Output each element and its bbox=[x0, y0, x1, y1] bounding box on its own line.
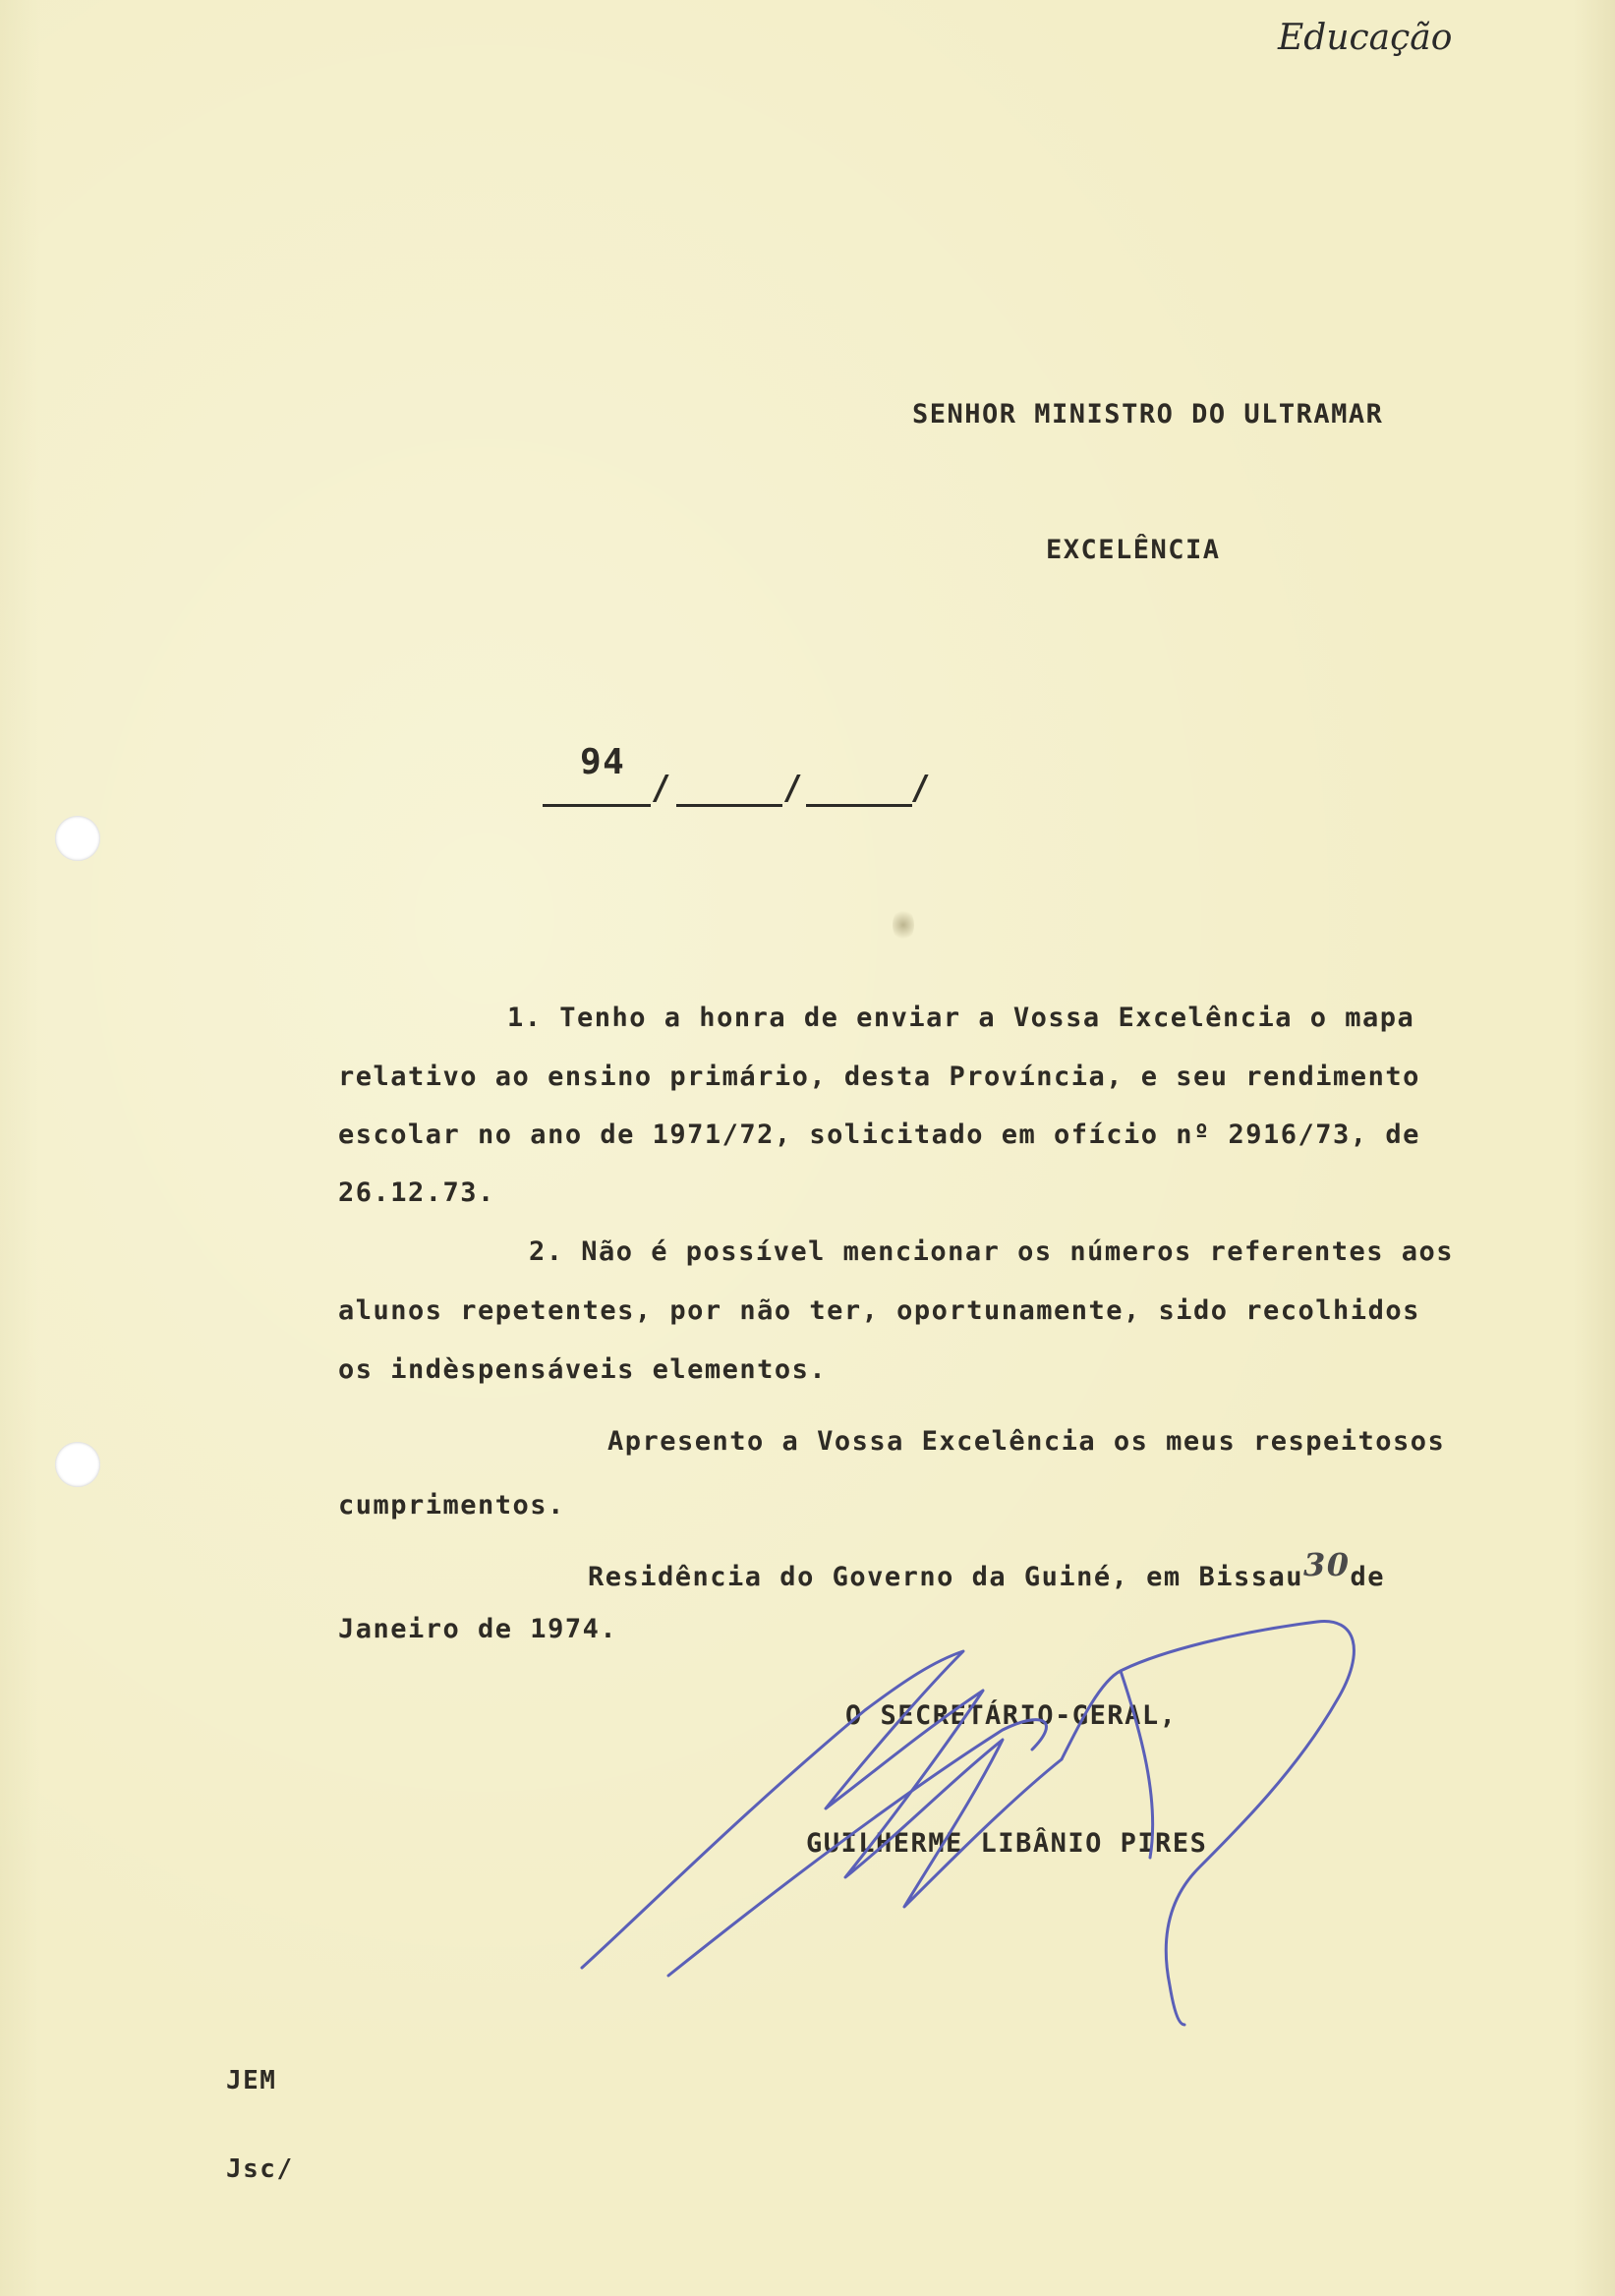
ink-spot bbox=[893, 908, 914, 942]
paragraph-2-line-2: alunos repetentes, por não ter, oportunamente, sido recolhidos bbox=[338, 1295, 1420, 1326]
paragraph-2-line-1: 2. Não é possível mencionar os números referentes aos bbox=[529, 1236, 1455, 1267]
salutation: EXCELÊNCIA bbox=[1046, 535, 1221, 565]
punch-hole-top bbox=[55, 816, 100, 861]
punch-hole-bottom bbox=[55, 1442, 100, 1487]
signatory-name: GUILHERME LIBÂNIO PIRES bbox=[806, 1828, 1208, 1859]
reference-underline-2 bbox=[676, 804, 782, 807]
addressee: SENHOR MINISTRO DO ULTRAMAR bbox=[912, 399, 1384, 430]
reference-underline-3 bbox=[806, 804, 912, 807]
paragraph-1-line-4: 26.12.73. bbox=[338, 1177, 495, 1208]
closing-line-1: Apresento a Vossa Excelência os meus respeitosos bbox=[607, 1426, 1446, 1457]
handwritten-day: 30 bbox=[1302, 1546, 1351, 1583]
initials-line-1: JEM bbox=[226, 2066, 277, 2095]
paragraph-2-line-3: os indèspensáveis elementos. bbox=[338, 1354, 828, 1385]
reference-number: 94 bbox=[580, 742, 626, 782]
reference-slash-1: / bbox=[651, 769, 671, 808]
handwritten-signature bbox=[570, 1563, 1455, 2035]
paragraph-1-line-3: escolar no ano de 1971/72, solicitado em ofício nº 2916/73, de bbox=[338, 1119, 1420, 1150]
paragraph-1-line-1: 1. Tenho a honra de enviar a Vossa Excelência o mapa bbox=[507, 1003, 1415, 1033]
handwritten-annotation: Educação bbox=[1278, 18, 1453, 58]
paragraph-1-line-2: relativo ao ensino primário, desta Província, e seu rendimento bbox=[338, 1062, 1420, 1092]
reference-slash-3: / bbox=[910, 769, 931, 808]
signatory-title: O SECRETÁRIO-GERAL, bbox=[845, 1700, 1178, 1731]
reference-underline-1 bbox=[543, 804, 651, 807]
closing-line-2: cumprimentos. bbox=[338, 1490, 565, 1521]
place-text: Residência do Governo da Guiné, em Bissau bbox=[588, 1562, 1303, 1592]
date-line: Janeiro de 1974. bbox=[338, 1614, 618, 1644]
initials-line-2: Jsc/ bbox=[226, 2154, 294, 2184]
signature-strokes bbox=[582, 1622, 1354, 2025]
place-de: de bbox=[1350, 1562, 1386, 1592]
reference-slash-2: / bbox=[782, 769, 803, 808]
